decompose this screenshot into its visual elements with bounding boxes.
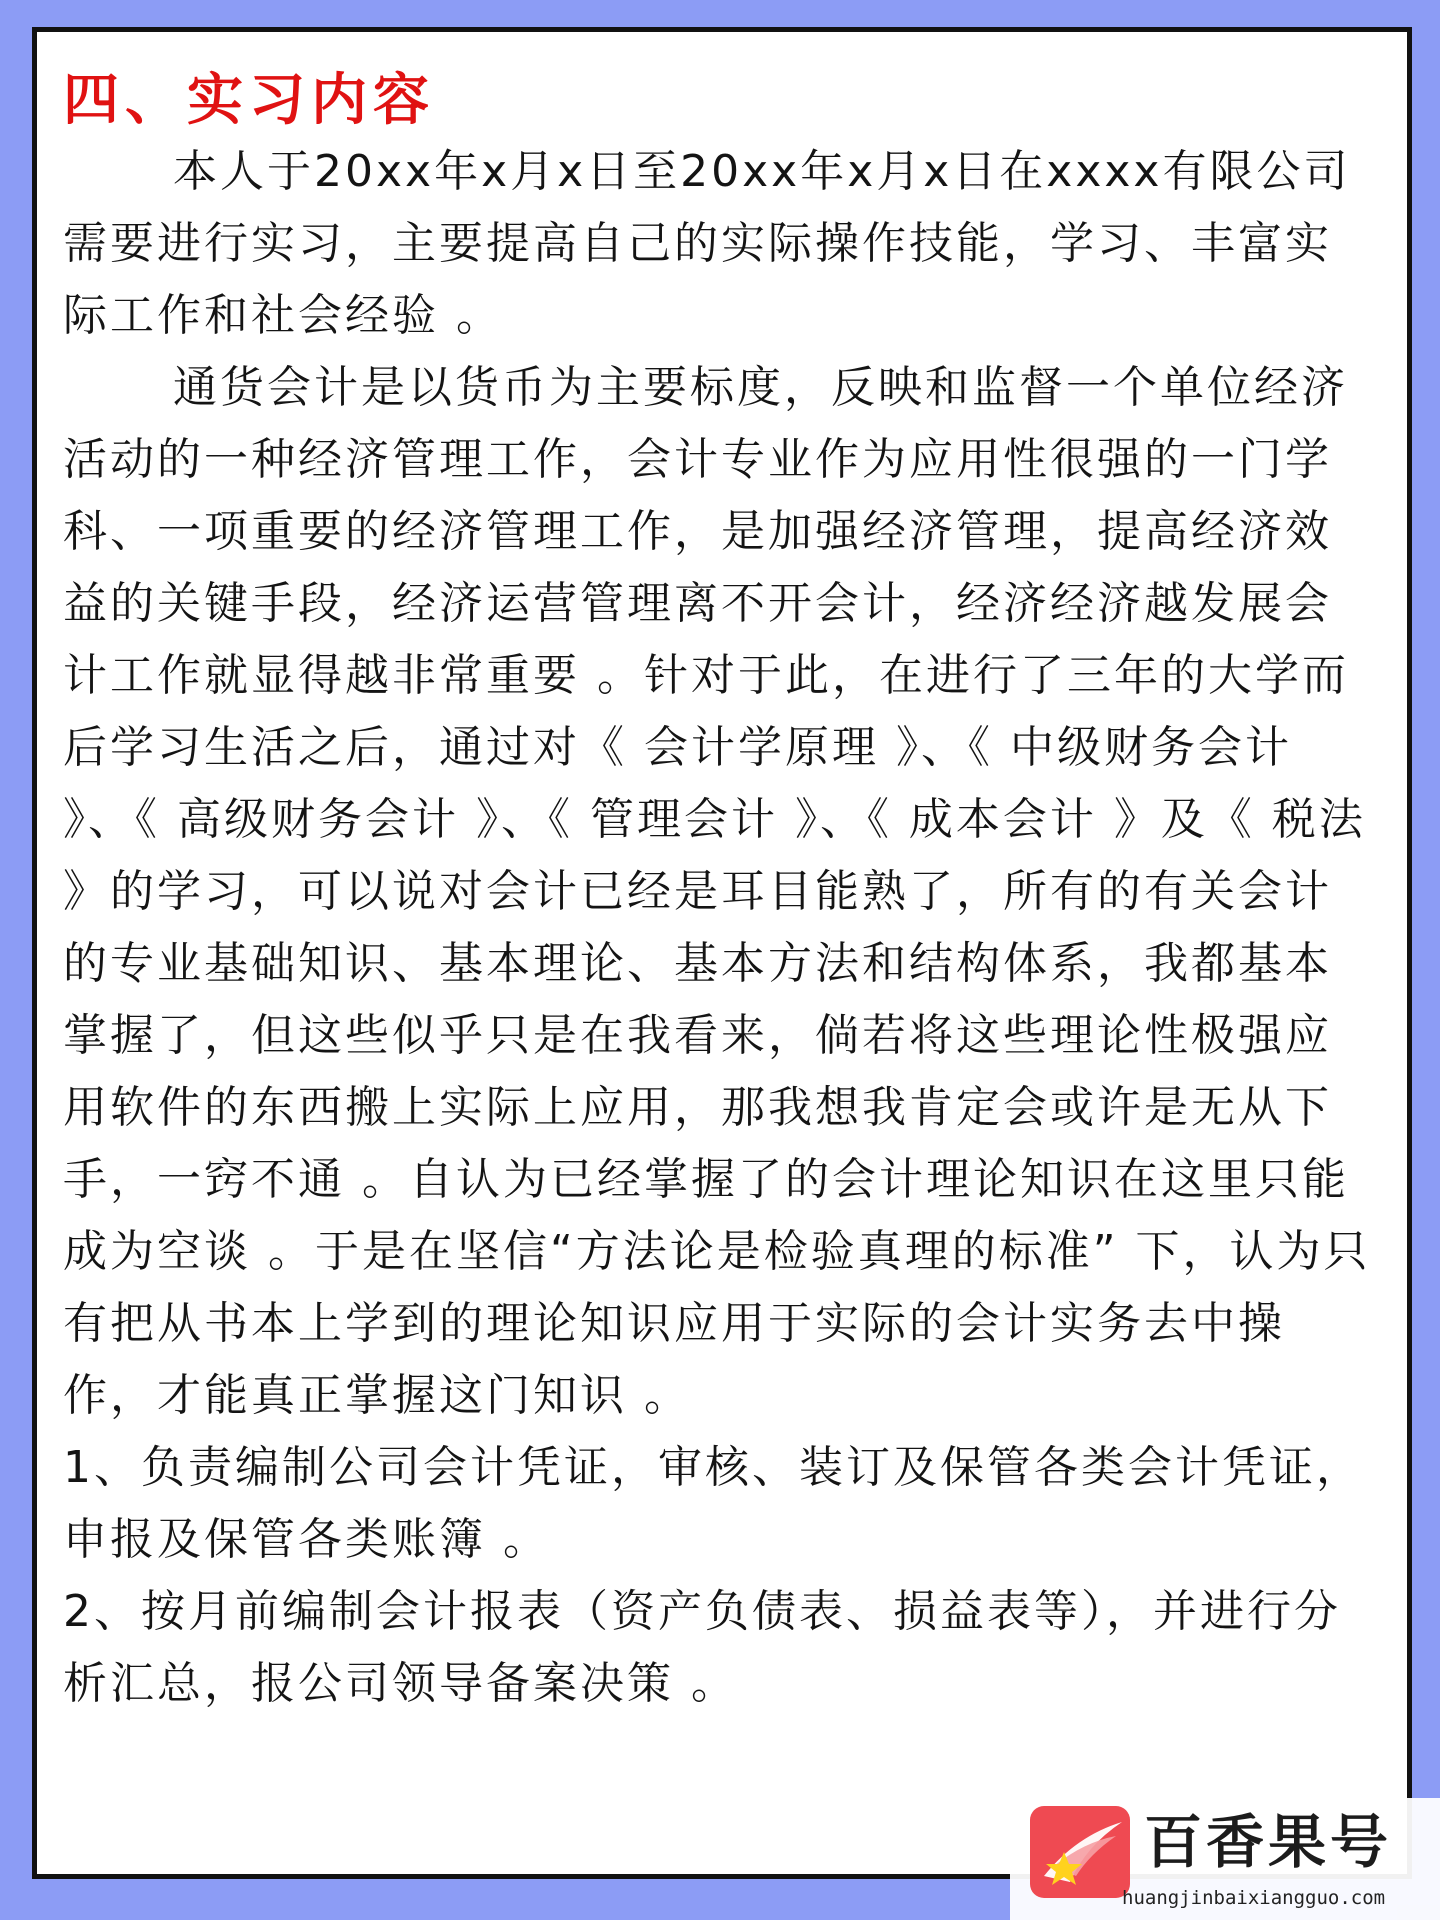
list-item-duty-2: 2、按月前编制会计报表（资产负债表、损益表等），并进行分析汇总，报公司领导备案决策 。 [63,1586,1341,1709]
list-item-duty-1: 1、负责编制公司会计凭证，审核、装订及保管各类会计凭证，申报及保管各类账簿 。 [63,1442,1363,1565]
watermark-url: huangjinbaixiangguo.com [1122,1887,1386,1909]
watermark-brand: 百香果号 [1144,1808,1393,1876]
document-page [32,27,1412,1879]
paragraph-accounting: 通货会计是以货币为主要标度，反映和监督一个单位经济活动的一种经济管理工作，会计专业作为应用性很强的一门学科、一项重要的经济管理工作，是加强经济管理，提高经济效益的关键手段，经济运营管理离不开会计，经济经济越发展会计工作就显得越非常重要 。针对于此，在进行了三年的大学而后学习生活之后，通过对《 会计学原理 》、《 中级财务会计 》、《 高级财务会计 》、《 管理会计 》、《 成本会计 》及《 税法 》的学习，可以说对会计已经是耳目能熟了，所有的有关会计的专业基础知识、基本理论、基本方法和结构体系，我都基本掌握了，但这些似乎只是在我看来，倘若将这些理论性极强应用软件的东西搬上实际上应用，那我想我肯定会或许是无从下手，一窍不通 。自认为已经掌握了的会计理论知识在这里只能成为空谈 。于是在坚信“方法论是检验真理的标准” 下，认为只有把从书本上学到的理论知识应用于实际的会计实务去中操作，才能真正掌握这门知识 。 [63,362,1371,1421]
document-body [63,136,1373,1720]
paragraph-intro: 本人于20xx年x月x日至20xx年x月x日在xxxx有限公司需要进行实习，主要提高自己的实际操作技能，学习、丰富实际工作和社会经验 。 [63,146,1351,341]
section-title: 四、实习内容 [63,68,435,133]
watermark [1010,1798,1440,1920]
star-comet-logo-icon [1030,1806,1130,1898]
